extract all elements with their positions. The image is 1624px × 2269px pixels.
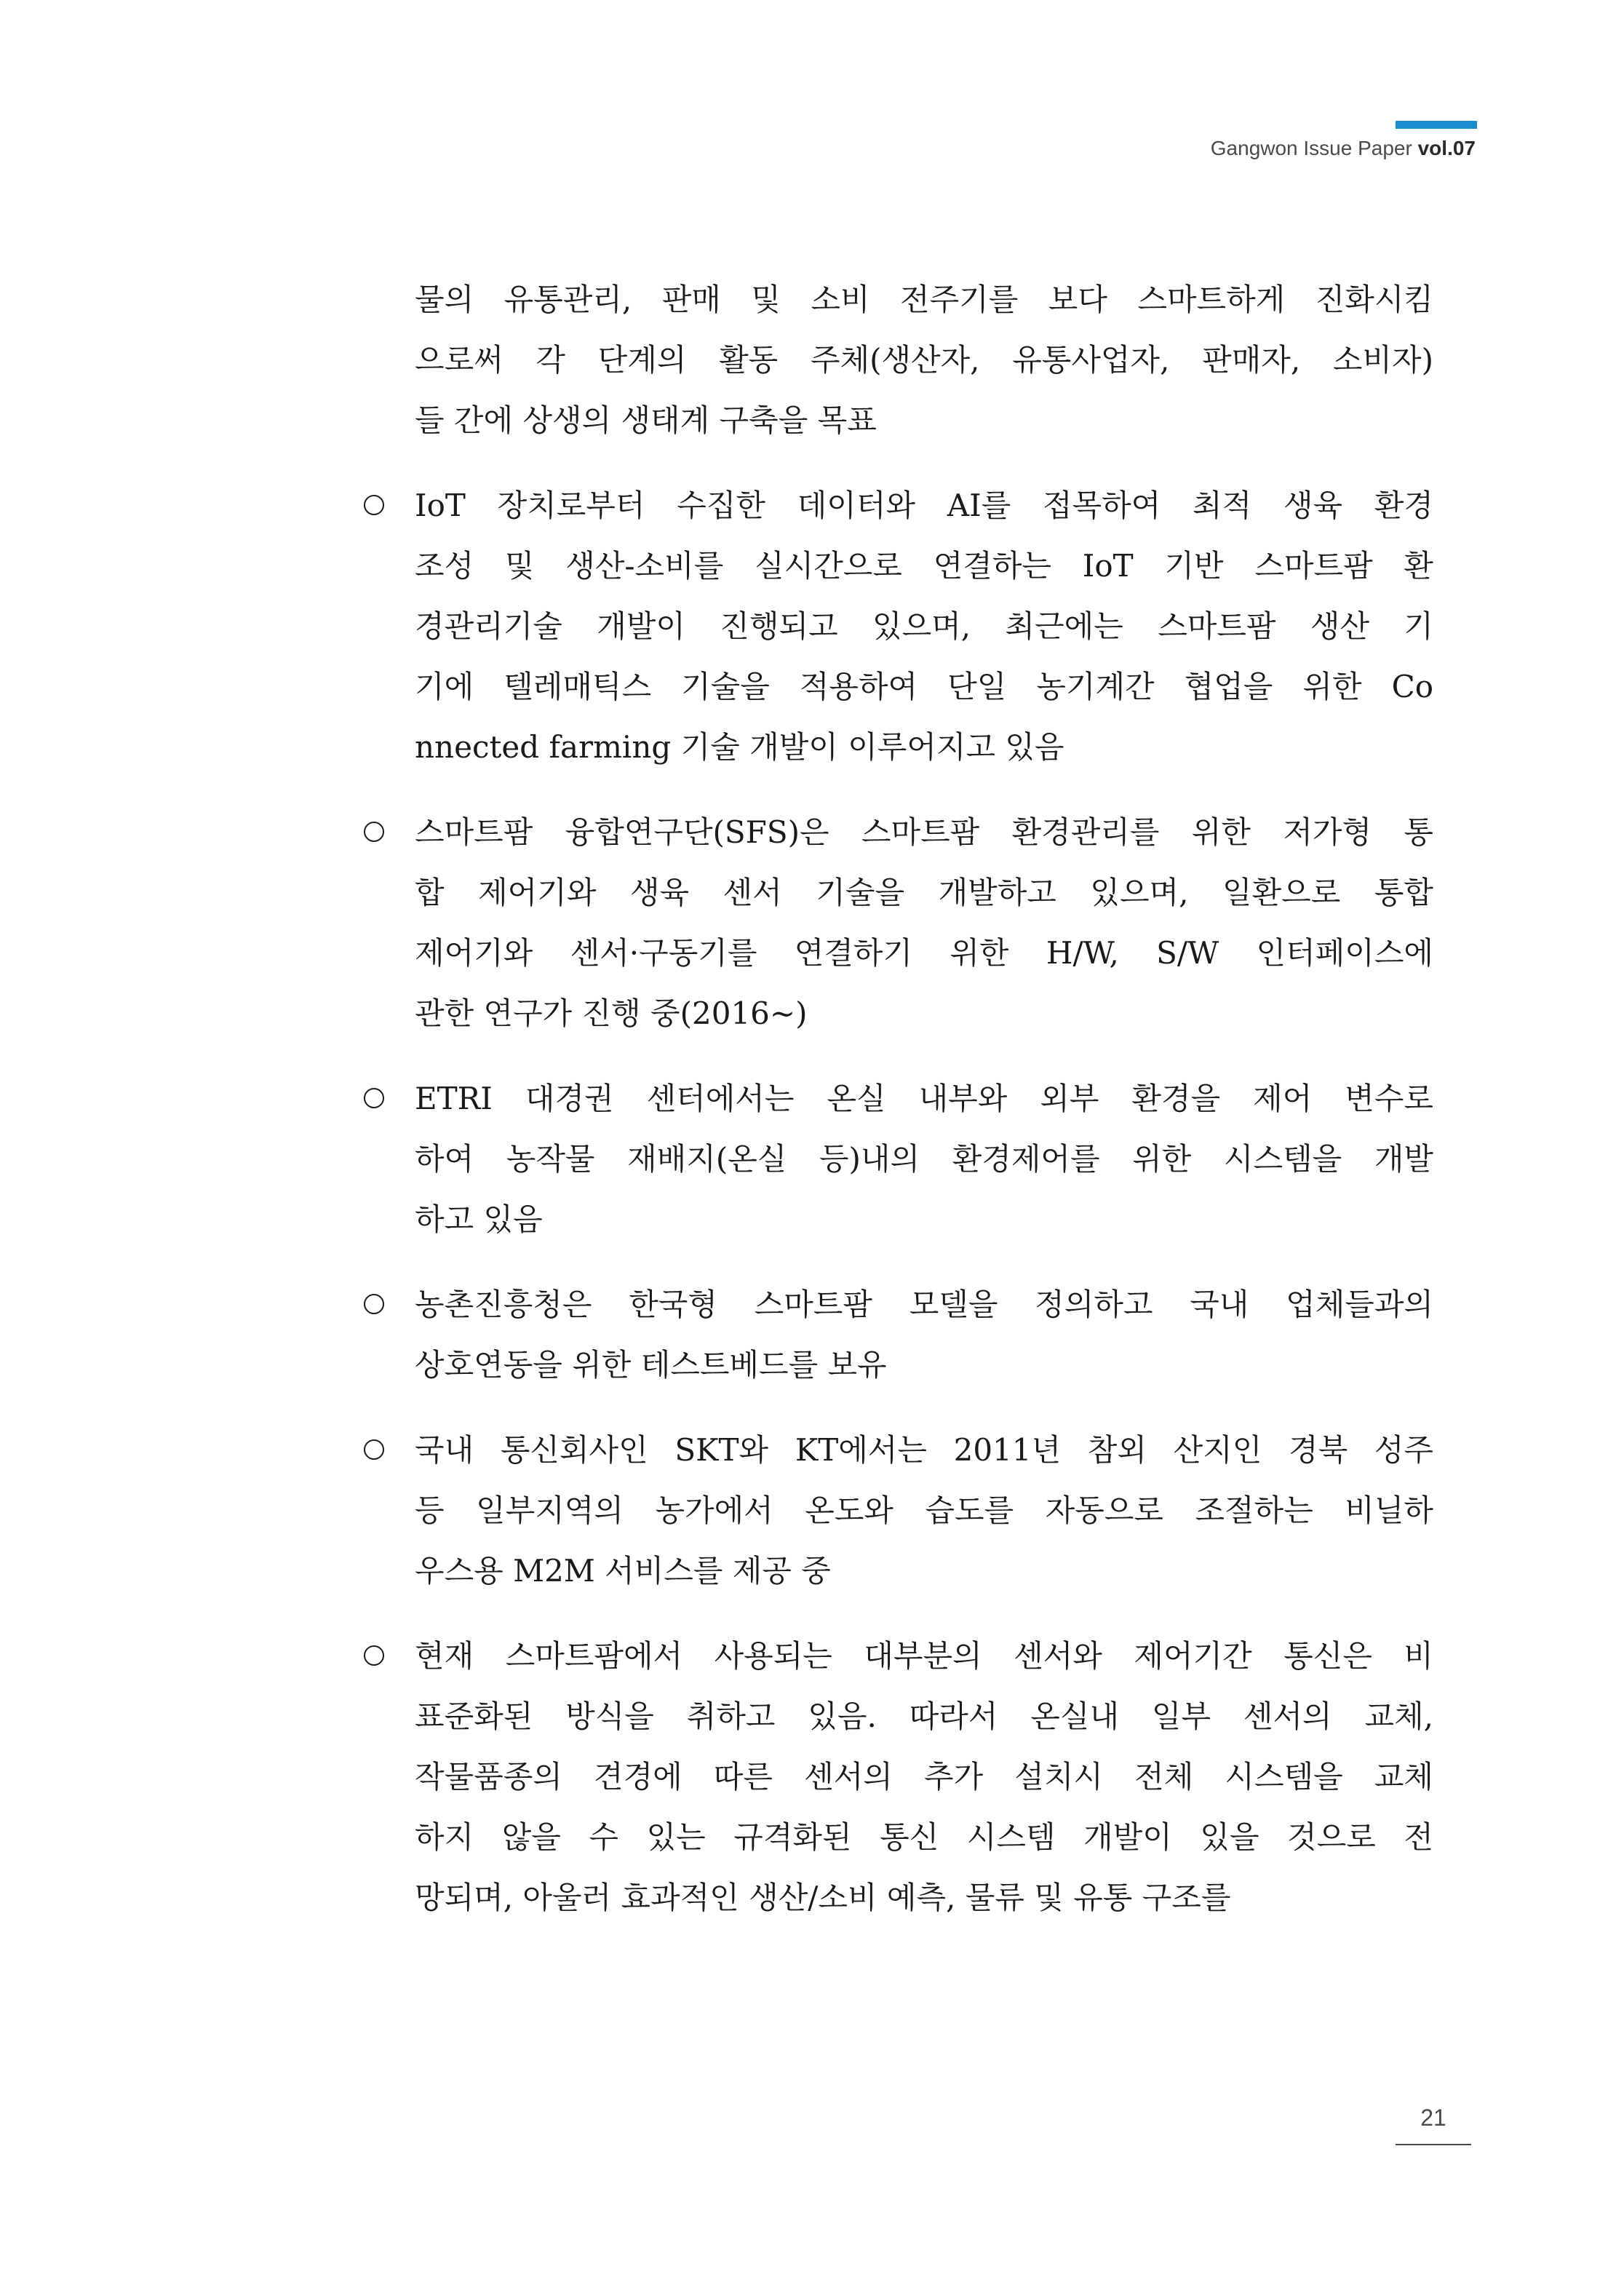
header-accent-bar — [1396, 121, 1477, 129]
text-line: 합 제어기와 생육 센서 기술을 개발하고 있으며, 일환으로 통합 — [415, 875, 1433, 910]
bullet-paragraph — [364, 1068, 1433, 1249]
bullet-paragraph — [364, 1274, 1433, 1395]
header-volume: vol.07 — [1417, 137, 1476, 159]
text-line: nnected farming 기술 개발이 이루어지고 있음 — [415, 729, 1064, 765]
text-line: 농촌진흥청은 한국형 스마트팜 모델을 정의하고 국내 업체들과의 — [415, 1287, 1433, 1322]
bullet-paragraph — [364, 1626, 1433, 1928]
circle-bullet-icon — [364, 1088, 384, 1108]
header-title: Gangwon Issue Paper — [1210, 137, 1418, 159]
text-line: IoT 장치로부터 수집한 데이터와 AI를 접목하여 최적 생육 환경 — [415, 488, 1433, 523]
running-header — [1211, 137, 1476, 160]
text-line: 등 일부지역의 농가에서 온도와 습도를 자동으로 조절하는 비닐하 — [415, 1493, 1433, 1528]
text-line: 하여 농작물 재배지(온실 등)내의 환경제어를 위한 시스템을 개발 — [415, 1141, 1433, 1177]
circle-bullet-icon — [364, 1439, 384, 1460]
body-text — [364, 269, 1433, 1952]
page-number: 21 — [1420, 2105, 1446, 2131]
text-line: 망되며, 아울러 효과적인 생산/소비 예측, 물류 및 유통 구조를 — [415, 1880, 1231, 1915]
text-line: ETRI 대경권 센터에서는 온실 내부와 외부 환경을 제어 변수로 — [415, 1081, 1433, 1116]
circle-bullet-icon — [364, 1645, 384, 1666]
text-line: 하지 않을 수 있는 규격화된 통신 시스템 개발이 있을 것으로 전 — [415, 1819, 1433, 1855]
circle-bullet-icon — [364, 822, 384, 842]
text-line: 스마트팜 융합연구단(SFS)은 스마트팜 환경관리를 위한 저가형 통 — [415, 814, 1433, 850]
continued-paragraph — [364, 269, 1433, 450]
text-line: 우스용 M2M 서비스를 제공 중 — [415, 1553, 831, 1589]
bullet-paragraph — [364, 1420, 1433, 1601]
text-line: 관한 연구가 진행 중(2016~) — [415, 996, 808, 1031]
circle-bullet-icon — [364, 495, 384, 515]
text-line: 현재 스마트팜에서 사용되는 대부분의 센서와 제어기간 통신은 비 — [415, 1638, 1433, 1674]
text-line: 물의 유통관리, 판매 및 소비 전주기를 보다 스마트하게 진화시킴 — [415, 282, 1433, 317]
text-line: 경관리기술 개발이 진행되고 있으며, 최근에는 스마트팜 생산 기 — [415, 608, 1433, 644]
bullet-paragraph — [364, 475, 1433, 777]
text-line: 으로써 각 단계의 활동 주체(생산자, 유통사업자, 판매자, 소비자) — [415, 342, 1433, 378]
text-line: 작물품종의 견경에 따른 센서의 추가 설치시 전체 시스템을 교체 — [415, 1759, 1433, 1795]
footer-rule — [1396, 2144, 1471, 2145]
text-line: 상호연동을 위한 테스트베드를 보유 — [415, 1347, 887, 1383]
text-line: 조성 및 생산-소비를 실시간으로 연결하는 IoT 기반 스마트팜 환 — [415, 548, 1433, 584]
text-line: 국내 통신회사인 SKT와 KT에서는 2011년 참외 산지인 경북 성주 — [415, 1432, 1433, 1468]
text-line: 표준화된 방식을 취하고 있음. 따라서 온실내 일부 센서의 교체, — [415, 1698, 1433, 1734]
text-line: 제어기와 센서·구동기를 연결하기 위한 H/W, S/W 인터페이스에 — [415, 935, 1433, 971]
text-line: 하고 있음 — [415, 1201, 543, 1237]
circle-bullet-icon — [364, 1294, 384, 1314]
bullet-paragraph — [364, 802, 1433, 1044]
text-line: 들 간에 상생의 생태계 구축을 목표 — [415, 402, 877, 438]
text-line: 기에 텔레매틱스 기술을 적용하여 단일 농기계간 협업을 위한 Co — [415, 669, 1433, 704]
